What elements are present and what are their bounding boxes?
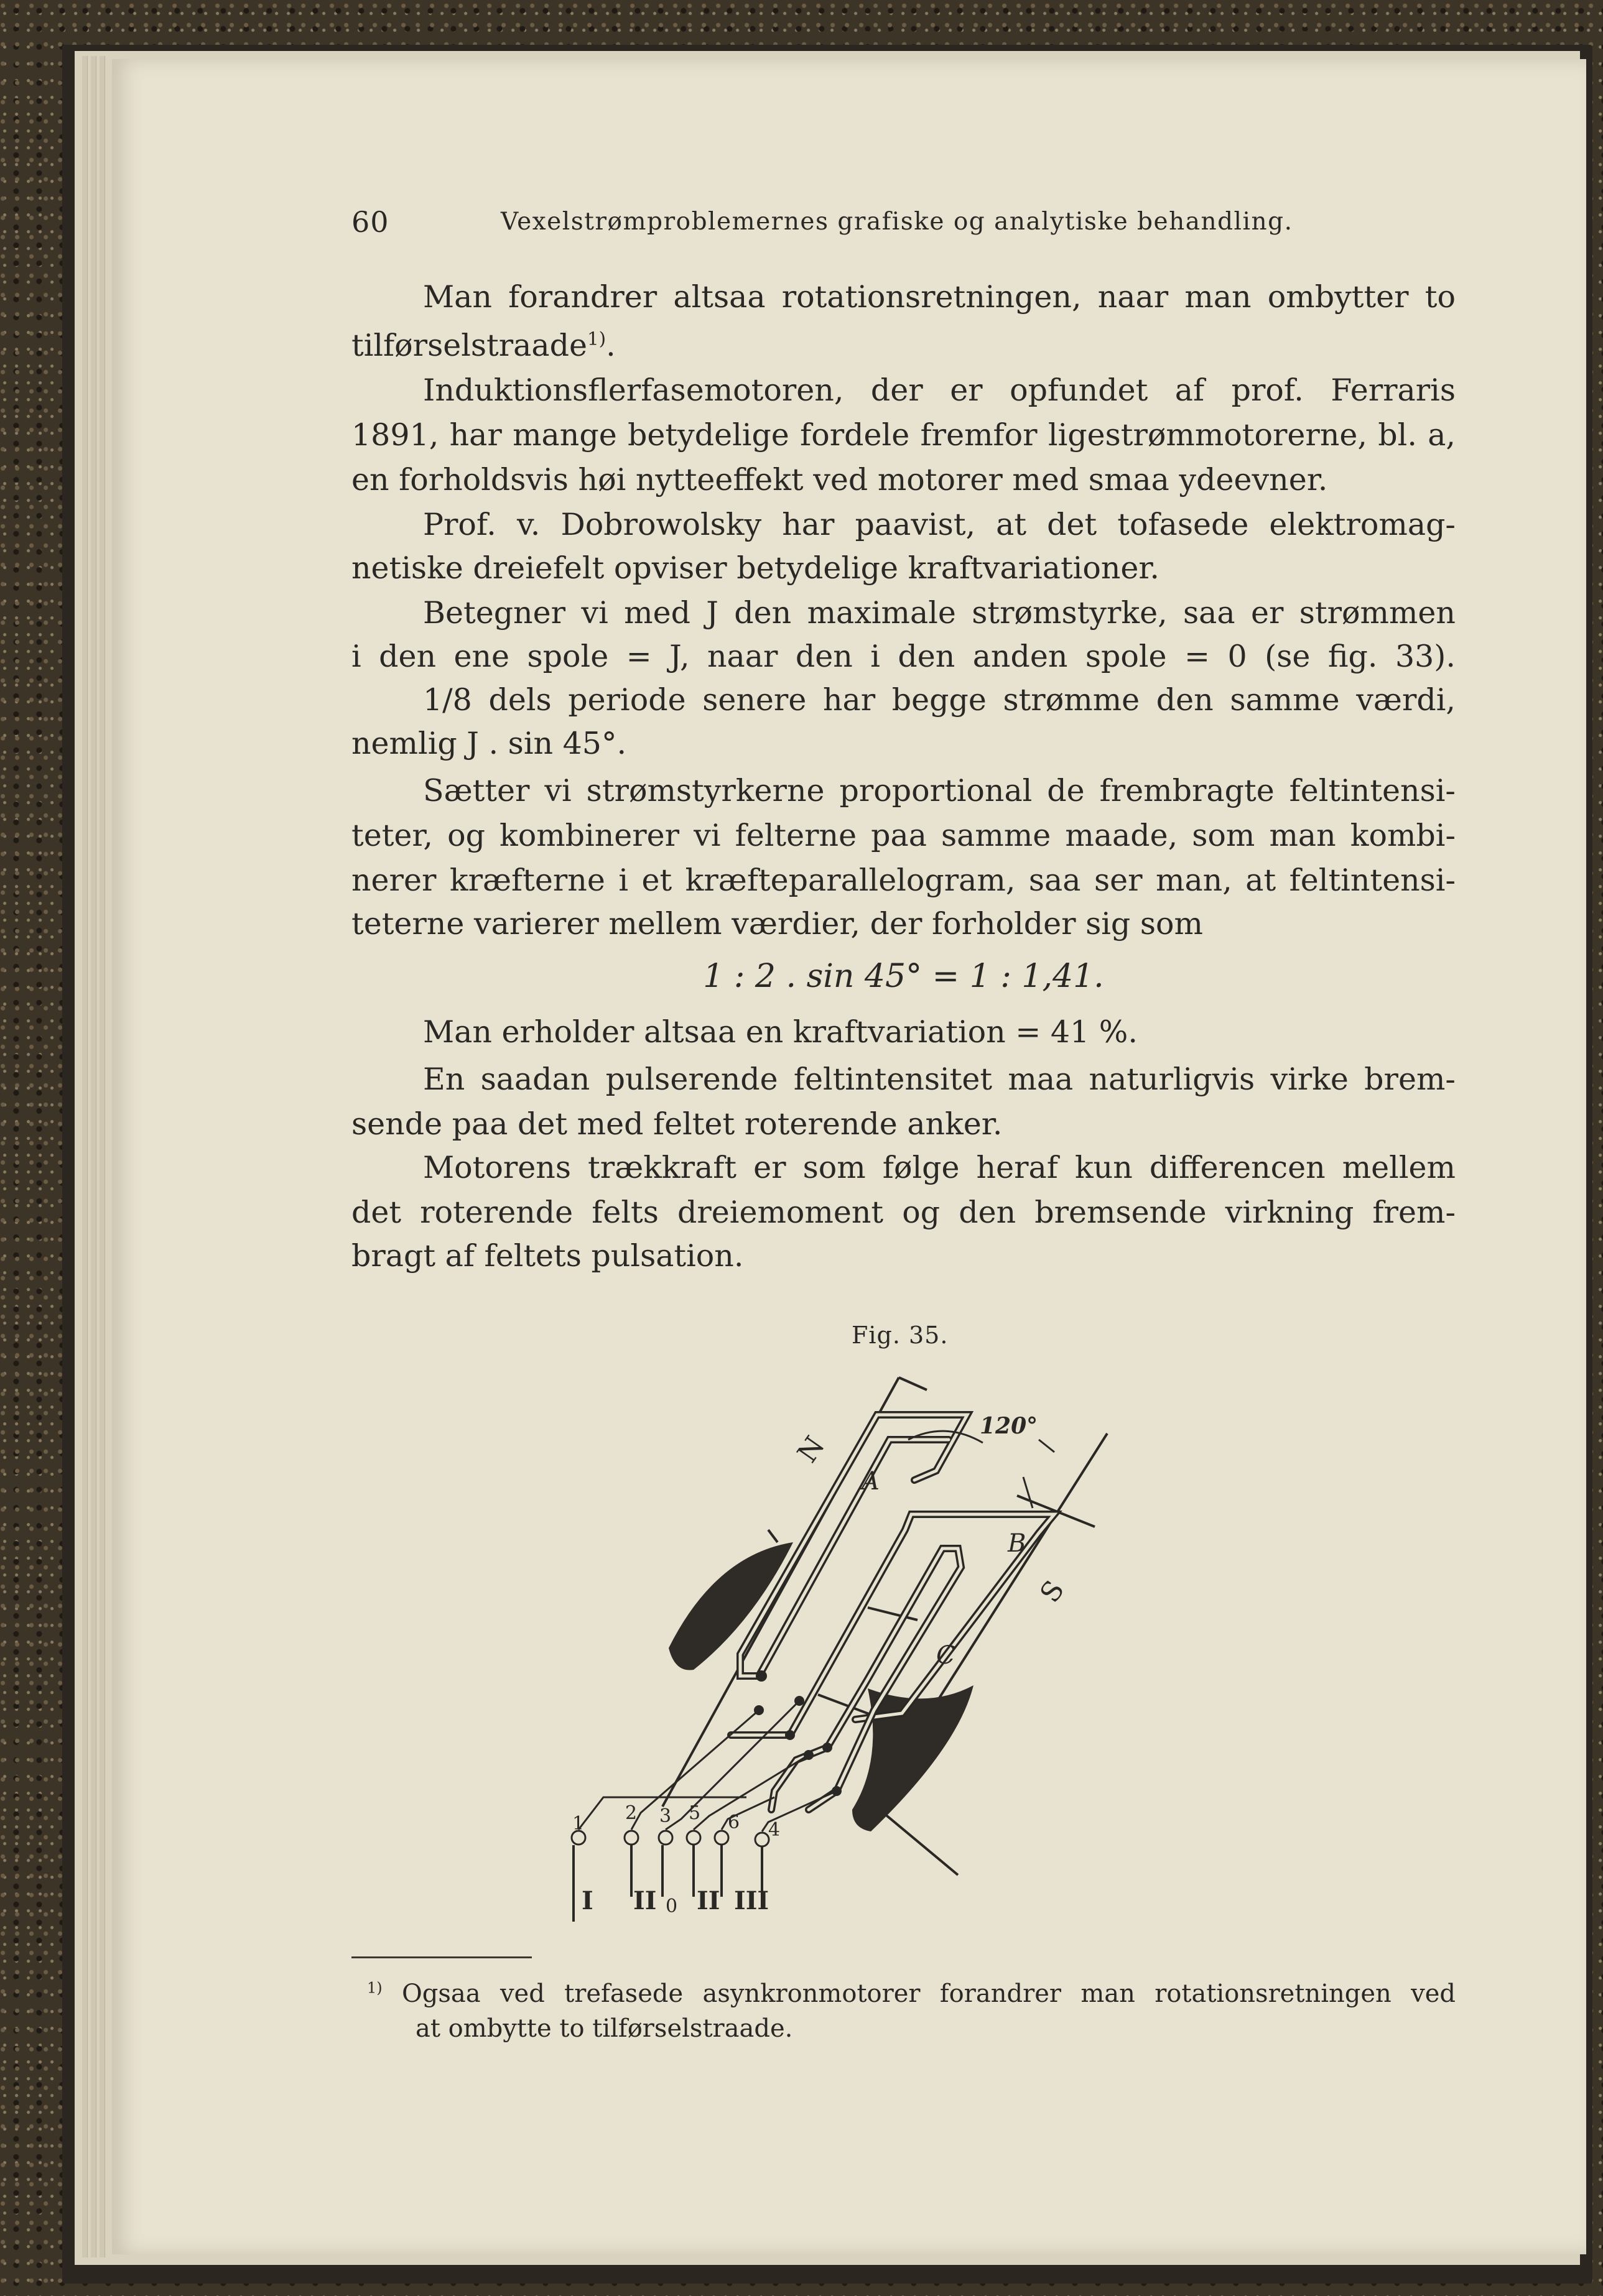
text-line: 1891, har mange betydelige fordele fremfor ligestrømmotorerne, bl. a, [351,417,1456,453]
footnote-rule [351,1956,532,1958]
text-line: nerer kræfterne i et kræfteparallelogram, saa ser man, at feltintensi- [351,863,1456,898]
terminal-label: 5 [689,1802,701,1824]
formula: 1 : 2 . sin 45° = 1 : 1,41. [703,958,1104,995]
coil-a-inner [740,1415,967,1676]
text-line: sende paa det med feltet roterende anker. [351,1106,1003,1142]
terminal-3 [659,1831,672,1845]
terminal-label: 3 [659,1805,672,1827]
label-south: S [1034,1575,1071,1609]
terminal-label: 6 [728,1812,740,1833]
phase-label: II [633,1886,657,1915]
label-angle: 120° [980,1413,1038,1439]
text-line: Prof. v. Dobrowolsky har paavist, at det tofasede elektromag- [423,507,1456,542]
angle-leg [1039,1440,1054,1452]
label-coil-c: C [936,1641,955,1670]
footnote-line [367,1978,1456,2010]
terminal-label: 1 [572,1813,585,1835]
lead-wire [694,1755,809,1830]
footnote-reference: 1) [587,328,606,349]
text-line-content: tilførselstraade [351,328,587,363]
text-line: i den ene spole = J, naar den i den anden spole = 0 (se fig. 33). [351,639,1456,674]
figure-caption: Fig. 35. [852,1322,949,1349]
label-north: N [791,1430,832,1469]
footnote-marker: 1) [367,1979,383,1997]
junction-dot [822,1743,832,1752]
text-line: Induktionsflerfasemotoren, der er opfundet af prof. Ferraris [423,373,1456,408]
junction-dot [785,1730,795,1740]
terminal-5 [687,1831,700,1845]
label-coil-b: B [1008,1529,1026,1558]
motor-winding-diagram [560,1362,1120,1922]
phase-label: 0 [666,1896,678,1917]
running-header [351,205,1471,243]
text-line: Betegner vi med J den maximale strømstyrke, saa er strømmen [423,595,1456,631]
text-line: 1/8 dels periode senere har begge strømme den samme værdi, [423,682,1456,718]
phase-label: II [697,1886,720,1915]
text-line: teter, og kombinerer vi felterne paa samme maade, som man kombi- [351,818,1456,853]
terminal-label: 2 [625,1802,638,1824]
pole-shoe-south [852,1685,973,1831]
frame-line [899,1377,927,1390]
text-line: En saadan pulserende feltintensitet maa naturligvis virke brem- [423,1062,1456,1097]
footnote-line: at ombytte to tilførselstraade. [416,2014,793,2043]
junction-dot [756,1670,767,1682]
text-line: bragt af feltets pulsation. [351,1238,744,1274]
angle-leg [1023,1477,1033,1508]
frame-line [883,1813,958,1875]
text-line: Man erholder altsaa en kraftvariation = 41 %. [423,1014,1138,1050]
coil-a-path [740,1415,967,1676]
text-line: tilførselstraade$^{1)}$. [351,328,616,363]
text-line: Sætter vi strømstyrkerne proportional de frembragte feltintensi- [423,773,1456,808]
terminal-6 [715,1831,728,1845]
text-line: netiske dreiefelt opviser betydelige kraftvariationer. [351,550,1160,586]
running-title: Vexelstrømproblemernes grafiske og analytiske behandling. [501,208,1293,236]
text-line: nemlig J . sin 45°. [351,726,627,761]
label-coil-a: A [862,1467,880,1496]
phase-label: III [734,1886,769,1915]
terminal-4 [755,1833,769,1846]
terminal-label: 4 [768,1819,781,1841]
figure-labels [572,1413,1071,1917]
frame-line [768,1530,778,1542]
text-line: det roterende felts dreiemoment og den bremsende virkning frem- [351,1195,1456,1230]
text-line: Man forandrer altsaa rotationsretningen, naar man ombytter to [423,279,1456,315]
phase-label: I [582,1886,593,1915]
footnote-text: Ogsaa ved trefasede asynkronmotorer forandrer man rotationsretningen ved [401,1979,1456,2008]
text-line: Motorens trækkraft er som følge heraf kun differencen mellem [423,1150,1456,1185]
text-line: teterne varierer mellem værdier, der forholder sig som [351,906,1203,942]
page-number: 60 [351,205,389,239]
text-line: en forholdsvis høi nytteeffekt ved motorer med smaa ydeevner. [351,462,1328,498]
terminal-2 [625,1831,638,1845]
